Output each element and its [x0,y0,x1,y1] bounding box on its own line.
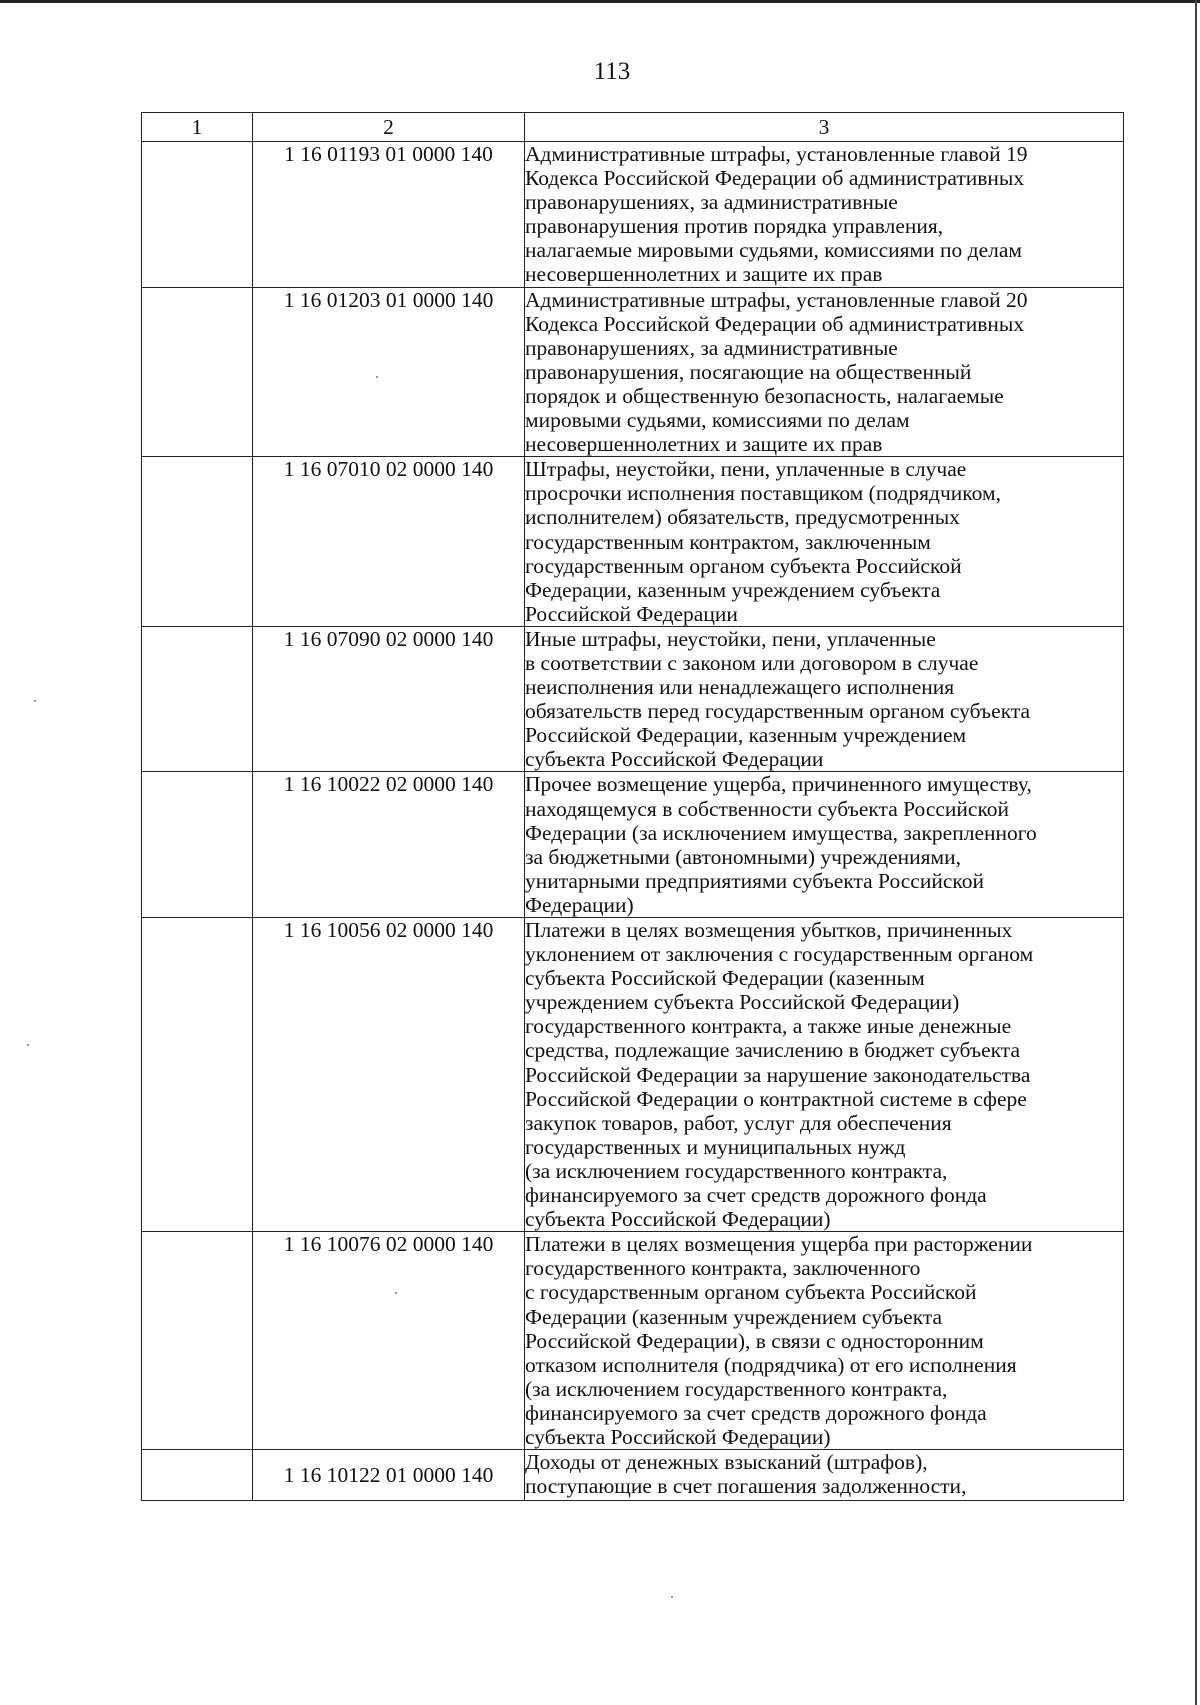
table-row [142,1450,1124,1501]
description-line: уклонением от заключения с государственным органом [525,942,1034,967]
description-line: находящемуся в собственности субъекта Российской [525,796,1010,821]
description-line: отказом исполнителя (подрядчика) от его исполнения [525,1352,1017,1377]
description-line: правонарушения, посягающие на общественный [525,359,972,384]
description-cell [525,626,1124,772]
scan-edge-top [0,0,1200,3]
table-body [142,113,1124,1501]
description-line: правонарушениях, за административные [525,335,898,360]
description-line: закупок товаров, работ, услуг для обеспечения [525,1110,952,1135]
description-line: несовершеннолетних и защите их прав [525,432,883,457]
description-line: субъекта Российской Федерации) [525,1424,831,1449]
description-cell [525,1450,1124,1501]
description-line: государственным органом субъекта Российской [525,553,962,578]
budget-code-cell: 1 16 10076 02 0000 140 [253,1232,525,1450]
scan-speck [376,376,378,378]
description-line: неисполнения или ненадлежащего исполнения [525,675,955,700]
table-header-row [142,113,1124,142]
row-number-cell [142,1450,253,1501]
table-row [142,626,1124,772]
description-line: Административные штрафы, установленные главой 20 [525,287,1028,312]
row-number-cell [142,918,253,1232]
description-line: Федерации (за исключением имущества, закрепленного [525,820,1037,845]
table-row [142,142,1124,288]
description-cell [525,457,1124,627]
description-cell [525,287,1124,457]
description-line: Кодекса Российской Федерации об административных [525,311,1025,336]
budget-code-table [141,112,1124,1501]
description-line: средства, подлежащие зачислению в бюджет субъекта [525,1038,1020,1063]
description-line: правонарушениях, за административные [525,190,898,215]
description-line: исполнителем) обязательств, предусмотренных [525,505,960,530]
description-line: Федерации) [525,892,634,917]
description-line: финансируемого за счет средств дорожного фонда [525,1183,987,1208]
scan-speck [34,700,36,702]
description-cell [525,772,1124,918]
description-line: Федерации, казенным учреждением субъекта [525,577,941,602]
table-row [142,457,1124,627]
budget-code-cell: 1 16 10122 01 0000 140 [253,1450,525,1501]
row-number-cell [142,626,253,772]
description-line: Прочее возмещение ущерба, причиненного имуществу, [525,772,1032,797]
description-line: Штрафы, неустойки, пени, уплаченные в случае [525,457,967,482]
description-line: в соответствии с законом или договором в случае [525,650,979,675]
row-number-cell [142,457,253,627]
row-number-cell [142,287,253,457]
scan-edge-right [1195,0,1197,1705]
description-line: финансируемого за счет средств дорожного фонда [525,1400,987,1425]
description-line: налагаемые мировыми судьями, комиссиями по делам [525,238,1022,263]
budget-code-cell: 1 16 01193 01 0000 140 [253,142,525,288]
description-line: субъекта Российской Федерации) [525,1207,831,1232]
description-line: мировыми судьями, комиссиями по делам [525,408,910,433]
description-line: Кодекса Российской Федерации об административных [525,166,1025,191]
description-line: Российской Федерации), в связи с односторонним [525,1328,984,1353]
description-line: государственным контрактом, заключенным [525,529,931,554]
scan-speck [27,1044,29,1046]
description-line: поступающие в счет погашения задолженности, [525,1474,967,1499]
budget-code-cell: 1 16 10056 02 0000 140 [253,918,525,1232]
description-line: Платежи в целях возмещения ущерба при расторжении [525,1232,1033,1257]
description-line: субъекта Российской Федерации [525,747,824,772]
description-cell [525,142,1124,288]
description-line: Иные штрафы, неустойки, пени, уплаченные [525,626,936,651]
table-row [142,287,1124,457]
table-row [142,918,1124,1232]
description-line: порядок и общественную безопасность, налагаемые [525,383,1004,408]
description-line: (за исключением государственного контракта, [525,1376,948,1401]
description-line: с государственным органом субъекта Российской [525,1280,977,1305]
description-line: (за исключением государственного контракта, [525,1158,948,1183]
description-cell [525,1232,1124,1450]
description-line: просрочки исполнения поставщиком (подрядчиком, [525,481,1001,506]
budget-code-cell: 1 16 10022 02 0000 140 [253,772,525,918]
description-line: Российской Федерации [525,601,738,626]
description-line: Федерации (казенным учреждением субъекта [525,1304,943,1329]
header-col-3: 3 [525,113,1124,142]
description-line: Платежи в целях возмещения убытков, причиненных [525,918,1013,942]
header-col-1: 1 [142,113,253,142]
description-line: государственного контракта, заключенного [525,1256,921,1281]
scan-speck [395,1292,397,1294]
description-line: Российской Федерации о контрактной системе в сфере [525,1086,1027,1111]
description-line: Административные штрафы, установленные главой 19 [525,142,1028,166]
description-line: несовершеннолетних и защите их прав [525,262,883,287]
description-line: государственного контракта, а также иные денежные [525,1014,1012,1039]
row-number-cell [142,142,253,288]
description-line: правонарушения против порядка управления, [525,214,944,239]
description-line: Доходы от денежных взысканий (штрафов), [525,1450,928,1475]
description-line: за бюджетными (автономными) учреждениями, [525,844,962,869]
budget-code-cell: 1 16 01203 01 0000 140 [253,287,525,457]
description-line: Российской Федерации, казенным учреждением [525,723,967,748]
description-cell [525,918,1124,1232]
scan-speck [671,1596,673,1598]
row-number-cell [142,1232,253,1450]
description-line: Российской Федерации за нарушение законодательства [525,1062,1031,1087]
budget-code-cell: 1 16 07010 02 0000 140 [253,457,525,627]
description-line: субъекта Российской Федерации (казенным [525,966,925,991]
budget-code-cell: 1 16 07090 02 0000 140 [253,626,525,772]
description-line: унитарными предприятиями субъекта Российской [525,868,985,893]
description-line: учреждением субъекта Российской Федерации) [525,990,960,1015]
description-line: обязательств перед государственным органом субъекта [525,699,1031,724]
table-row [142,1232,1124,1450]
description-line: государственных и муниципальных нужд [525,1134,906,1159]
table-row [142,772,1124,918]
header-col-2: 2 [253,113,525,142]
page-number: 113 [593,58,631,85]
row-number-cell [142,772,253,918]
